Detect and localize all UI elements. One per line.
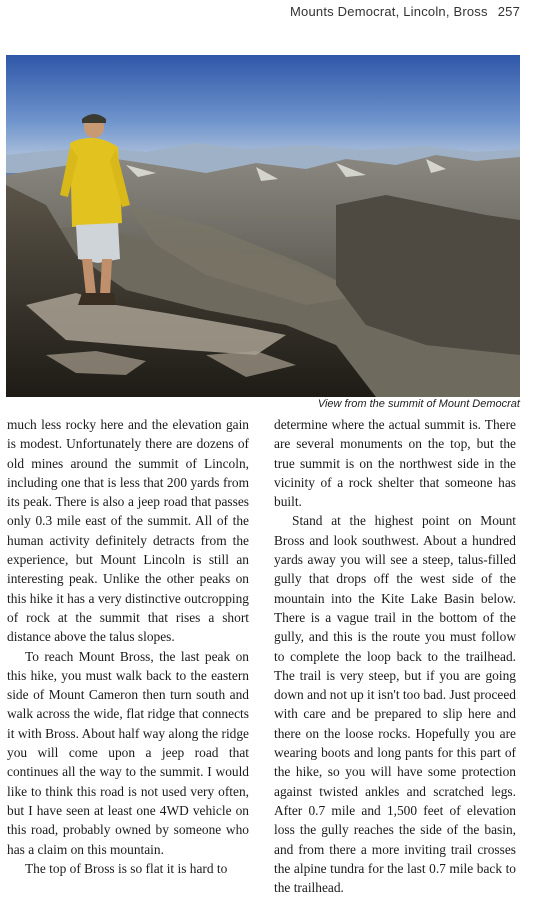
- summit-photo-illustration: [6, 55, 520, 397]
- photo-caption: View from the summit of Mount Democrat: [317, 398, 520, 410]
- running-head: [290, 4, 520, 19]
- chapter-title: Mounts Democrat, Lincoln, Bross: [290, 4, 488, 19]
- page-number: 257: [497, 4, 520, 19]
- paragraph: Stand at the highest point on Mount Bross and look southwest. About a hundred yards away you will see a steep, talus-filled gully that drops off the west side of the mountain into the Kite Lake Basin below. There is a vague trail in the bottom of the gully, and this is the route you must follow to complete the loop back to the trailhead. The trail is very steep, but if you are going down and not up it isn't too bad. Just proceed with care and be prepared to slip here and there on the loose rocks. Hopefully you are wearing boots and long pants for this part of the hike, so you will have some protection against twisted ankles and scratched legs. After 0.7 mile and 1,500 feet of elevation loss the gully reaches the side of the basin, and from there a more inviting trail crosses the alpine tundra for the last 0.7 mile back to the trailhead.: [274, 513, 516, 896]
- left-column: [7, 415, 249, 878]
- paragraph: determine where the actual summit is. There are several monuments on the top, but the true summit is on the northwest side in the vicinity of a rock shelter that someone has built.: [274, 417, 516, 510]
- paragraph: much less rocky here and the elevation gain is modest. Unfortunately there are dozens of old mines around the summit of Lincoln, including one that is less that 200 yards from its peak. There is also a jeep road that passes only 0.3 mile east of the summit. All of the human activity definitely detracts from the experience, but Mount Lincoln is still an interesting peak. Unlike the other peaks on this hike it has a very distinctive outcropping of rock at the summit that rises a short distance above the talus slopes.: [7, 417, 249, 645]
- paragraph: The top of Bross is so flat it is hard to: [25, 860, 228, 876]
- paragraph: To reach Mount Bross, the last peak on this hike, you must walk back to the eastern side of Mount Cameron then turn south and walk across the wide, flat ridge that connects it with Bross. About half way along the ridge you will come upon a jeep road that continues all the way to the summit. I would like to think this road is not used very often, but I have seen at least one 4WD vehicle on this road, probably owned by someone who has a claim on this mountain.: [7, 648, 249, 857]
- summit-photo: [6, 55, 520, 397]
- right-column: [274, 415, 516, 897]
